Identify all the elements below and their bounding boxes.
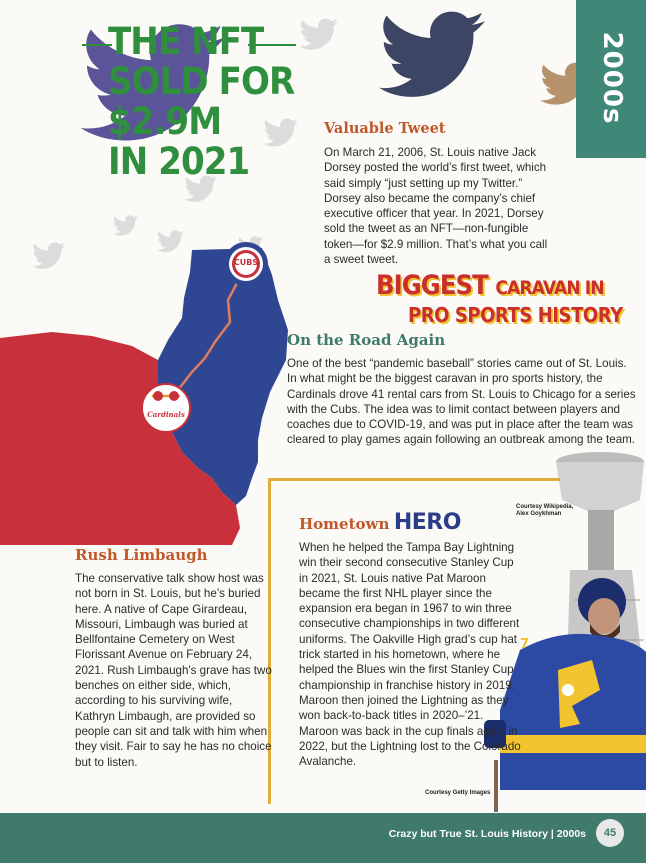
- valuable-tweet-body: On March 21, 2006, St. Louis native Jack Dorsey posted the world’s first tweet, which said simply “just setting up my Twitter.” Dorsey also became the company’s chief executive officer that year. In 2021, Dorsey sold the tweet as an NFT—non-fungible token—for $2.9 million. That’s what you call a sweet tweet.: [324, 146, 548, 267]
- cardinals-logo-text: Cardinals: [147, 410, 185, 419]
- hometown-hero-body: When he helped the Tampa Bay Lightning win their second consecutive Stanley Cup in 2021, St. Louis native Pat Maroon became the first NHL player since the expansion era began in 1967 to win three consecutive championships in two different uniforms. The Oakville High grad’s cup hat trick started in his hometown, where he helped the Blues win the first Stanley Cup championship in franchise history in 2019. Maroon then joined the Lightning as they won back-to-back titles in 2020–’21. Maroon was back in the cup finals again in 2022, but the Lightning lost to the Colorado Avalanche.: [299, 541, 521, 769]
- limbaugh-body: The conservative talk show host was not born in St. Louis, but he’s buried here. A native of Cape Girardeau, Missouri, Limbaugh was buried at Bellfontaine Cemetery on West Florissant Avenue on February 24, 2021. Rush Limbaugh's grave has two benches on either side, which, according to his surviving wife, Kathryn Limbaugh, are provided so people can sit and talk with him when they visit. Fair to say he has no choice but to listen.: [75, 572, 272, 769]
- footer-running-title: Crazy but True St. Louis History | 2000s: [388, 828, 586, 840]
- nft-headline-line: SOLD FOR: [108, 60, 295, 103]
- cubs-logo-text: CUBS: [233, 258, 259, 267]
- hometown-word: Hometown: [299, 515, 390, 533]
- road-again-heading: On the Road Again: [287, 331, 446, 349]
- hero-word: HERO: [393, 510, 461, 535]
- section-tab-label: 2000s: [597, 31, 627, 125]
- limbaugh-heading: Rush Limbaugh: [75, 546, 208, 564]
- nft-headline-line: $2.9M: [108, 100, 222, 143]
- cup-photo-credit: Courtesy Wikipedia, Alex Goykhman: [516, 504, 574, 517]
- nft-headline-line: IN 2021: [108, 140, 250, 183]
- hero-frame-top: [268, 478, 560, 481]
- hometown-hero-heading: [299, 510, 461, 535]
- caravan-banner-line2: PRO SPORTS HISTORY: [408, 303, 623, 327]
- nft-headline-line: THE NFT: [108, 20, 264, 63]
- road-again-body: One of the best “pandemic baseball” stories came out of St. Louis. In what might be the biggest caravan in pro sports history, the Cardinals drove 41 rental cars from St. Louis to Chicago for a series with the Cubs. The idea was to limit contact between players and coaches due to COVID-19, and was put in place after the team was cleared to play games again following an outbreak among the team.: [287, 357, 636, 447]
- valuable-tweet-heading: Valuable Tweet: [324, 120, 446, 137]
- jersey-number: 7: [520, 637, 530, 652]
- caravan-banner-line1: BIGGEST CARAVAN IN: [376, 270, 604, 301]
- getty-photo-credit: Courtesy Getty Images: [425, 790, 491, 796]
- page-number: 45: [596, 819, 624, 847]
